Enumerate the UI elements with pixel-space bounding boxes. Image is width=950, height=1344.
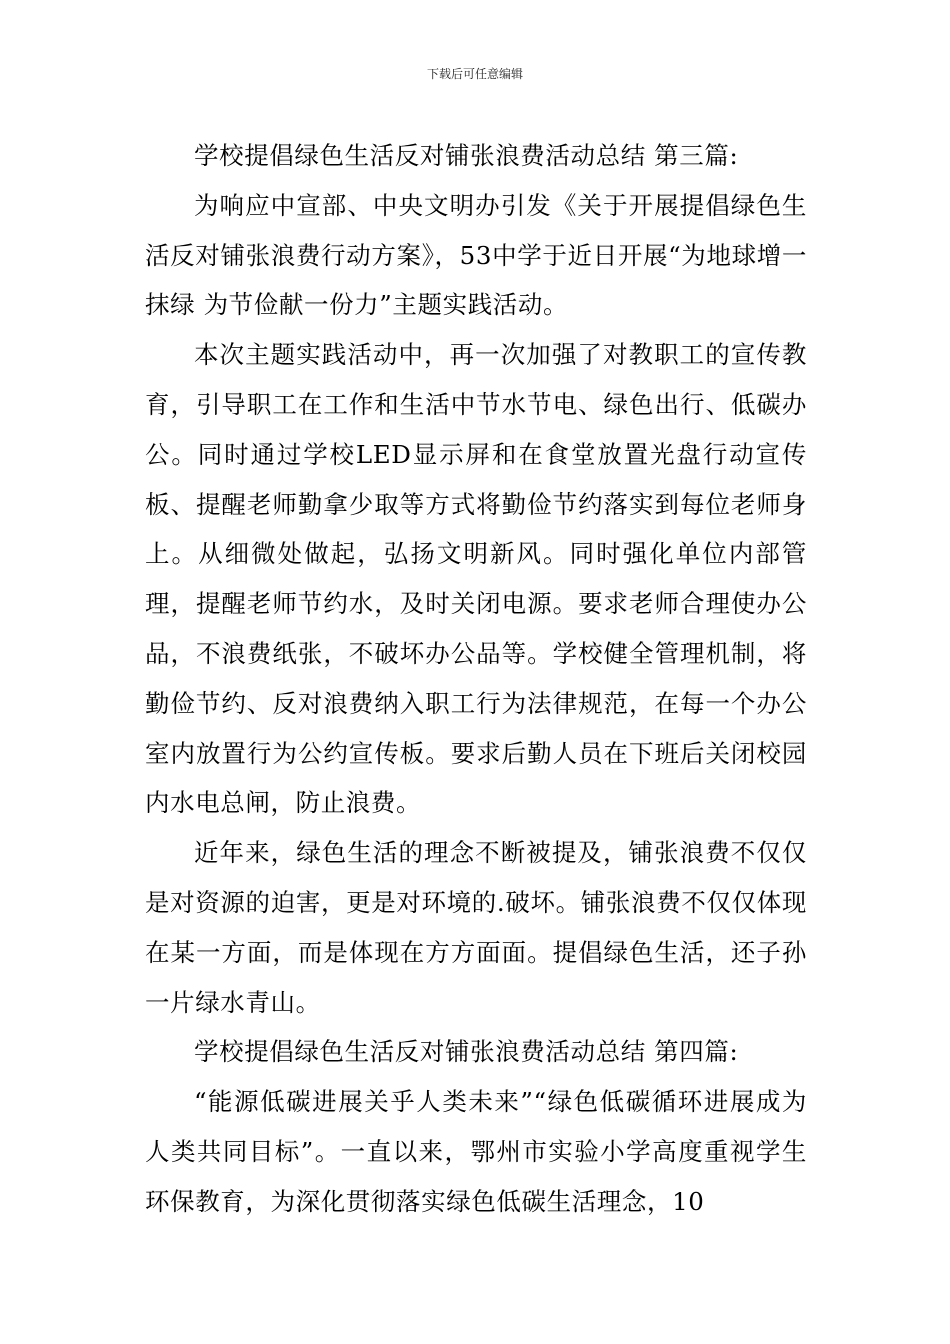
section-heading-4: 学校提倡绿色生活反对铺张浪费活动总结 第四篇:	[194, 1037, 739, 1067]
page-header: 下载后可任意编辑	[426, 67, 523, 81]
document-body	[145, 131, 807, 1227]
paragraph: 近年来，绿色生活的理念不断被提及，铺张浪费不仅仅是对资源的迫害，更是对环境的.破坏。铺张浪费不仅仅体现在某一方面，而是体现在方方面面。提倡绿色生活，还子孙一片绿水青山。	[145, 838, 807, 1017]
paragraph: “能源低碳进展关乎人类未来”“绿色低碳循环进展成为人类共同目标”。一直以来，鄂州市实验小学高度重视学生环保教育，为深化贯彻落实绿色低碳生活理念，10	[145, 1087, 807, 1216]
paragraph: 本次主题实践活动中，再一次加强了对教职工的宣传教育，引导职工在工作和生活中节水节电、绿色出行、低碳办公。同时通过学校LED显示屏和在食堂放置光盘行动宣传板、提醒老师勤拿少取等方式将勤俭节约落实到每位老师身上。从细微处做起，弘扬文明新风。同时强化单位内部管理，提醒老师节约水，及时关闭电源。要求老师合理使办公品，不浪费纸张，不破坏办公品等。学校健全管理机制，将勤俭节约、反对浪费纳入职工行为法律规范，在每一个办公室内放置行为公约宣传板。要求后勤人员在下班后关闭校园内水电总闸，防止浪费。	[145, 340, 807, 818]
paragraph: 为响应中宣部、中央文明办引发《关于开展提倡绿色生活反对铺张浪费行动方案》，53中学于近日开展“为地球增一抹绿 为节俭献一份力”主题实践活动。	[145, 190, 807, 320]
section-heading-3: 学校提倡绿色生活反对铺张浪费活动总结 第三篇:	[194, 141, 739, 170]
